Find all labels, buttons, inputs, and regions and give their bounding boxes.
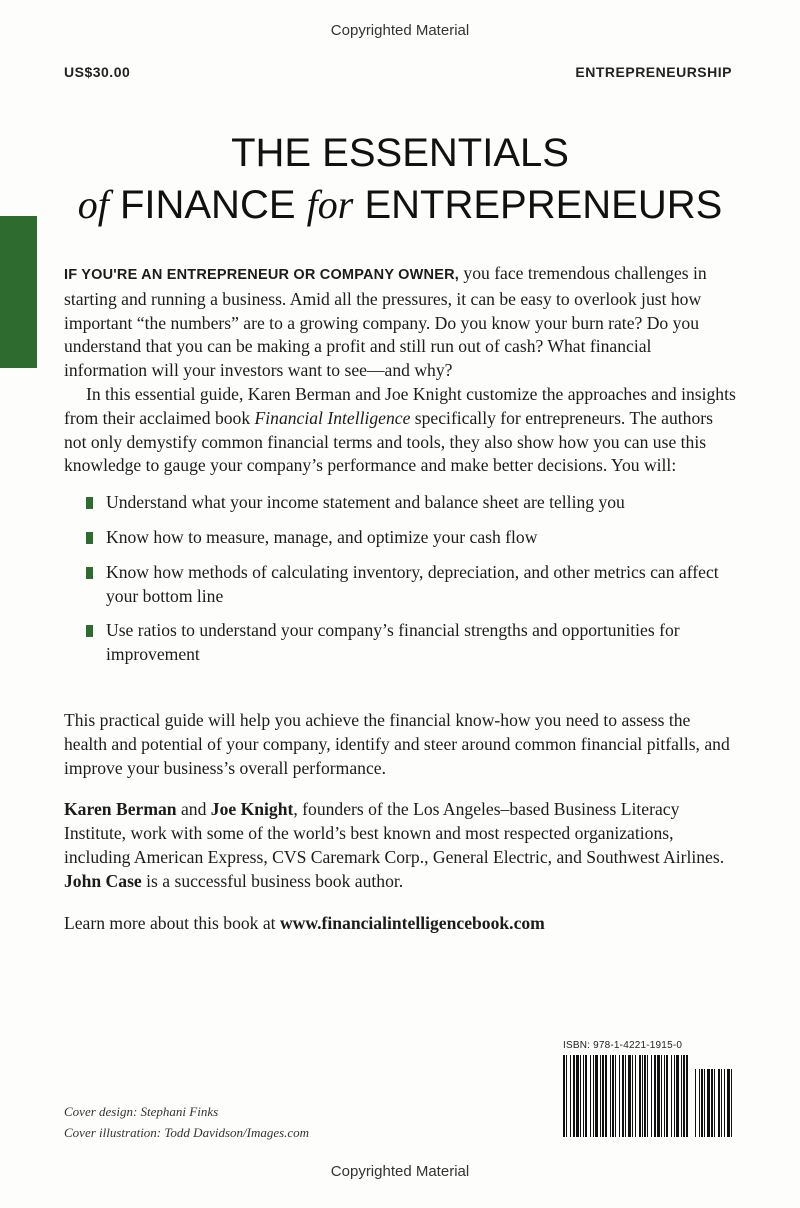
guide-paragraph (64, 383, 736, 478)
cover-design-credit: Cover design: Stephani Finks (64, 1104, 219, 1119)
cover-illustration-credit: Cover illustration: Todd Davidson/Images.com (64, 1125, 310, 1140)
bullet-icon (86, 497, 93, 509)
title-line-1: THE ESSENTIALS (231, 131, 569, 175)
bullet-icon (86, 625, 93, 637)
title-of: of (77, 182, 109, 227)
list-item-text: Know how methods of calculating inventory, depreciation, and other metrics can affect your bottom line (106, 561, 719, 606)
price-label: US$30.00 (64, 64, 131, 80)
learn-more-text: Learn more about this book at (64, 912, 280, 933)
category-label: ENTREPRENEURSHIP (575, 64, 732, 80)
author-name-2: Joe Knight (210, 799, 294, 820)
cover-credits (64, 1101, 309, 1143)
title-entrepreneurs: ENTREPRENEURS (364, 183, 723, 227)
learn-more-paragraph (64, 912, 736, 936)
list-item (64, 561, 736, 609)
authors-and: and (176, 799, 211, 820)
title-line-2 (0, 179, 800, 231)
authors-text-2: is a successful business book author. (141, 870, 404, 891)
author-name-1: Karen Berman (64, 799, 177, 820)
intro-text: you face tremendous challenges in starting and running a business. Amid all the pressures, it can be easy to overlook just how important “the numbers” are to a growing company. Do you know your burn rate? Do you understand that you can be making a profit and still run out of cash? What financial information will your investors want to see—and why? (64, 263, 707, 381)
list-item (64, 491, 736, 515)
title-for: for (306, 182, 354, 227)
isbn-label: ISBN: 978-1-4221-1915-0 (563, 1040, 683, 1051)
copyright-watermark-top: Copyrighted Material (330, 22, 470, 39)
back-cover-copy (64, 262, 736, 935)
list-item-text: Know how to measure, manage, and optimize your cash flow (106, 526, 538, 547)
green-accent-tab (0, 216, 37, 368)
practical-paragraph: This practical guide will help you achieve the financial know-how you need to assess the health and potential of your company, identify and steer around common financial pitfalls, and improve your business’s overall performance. (64, 709, 730, 778)
title-finance: FINANCE (119, 183, 296, 227)
authors-text-1: , founders of the Los Angeles–based Business Literacy Institute, work with some of the world’s best known and most respected organizations, including American Express, CVS Caremark Corp., General Electric, and Southwest Airlines. (64, 799, 725, 867)
list-item-text: Use ratios to understand your company’s financial strengths and opportunities for improvement (106, 620, 680, 665)
list-item-text: Understand what your income statement and balance sheet are telling you (106, 492, 625, 513)
guide-text-before: In this essential guide, Karen Berman and Joe Knight customize the approaches and insights from their acclaimed book (64, 383, 736, 428)
book-title-reference: Financial Intelligence (254, 407, 411, 428)
barcode-area (563, 1040, 735, 1148)
list-item (64, 619, 736, 667)
intro-paragraph (64, 262, 736, 383)
bullet-icon (86, 567, 93, 579)
list-item (64, 526, 736, 550)
website-link[interactable]: www.financialintelligencebook.com (279, 912, 545, 933)
book-title (0, 127, 800, 231)
guide-text-after: specifically for entrepreneurs. The authors not only demystify common financial terms and tools, they also show how you can use this knowledge to gauge your company’s performance and make better decisions. You will: (64, 407, 713, 476)
bullet-icon (86, 532, 93, 544)
intro-lead: IF YOU'RE AN ENTREPRENEUR OR COMPANY OWNER, (64, 267, 459, 283)
barcode-image (563, 1055, 735, 1143)
copyright-watermark-bottom: Copyrighted Material (330, 1163, 470, 1180)
authors-paragraph (64, 798, 736, 893)
author-name-3: John Case (64, 870, 142, 891)
benefits-list (64, 491, 736, 667)
